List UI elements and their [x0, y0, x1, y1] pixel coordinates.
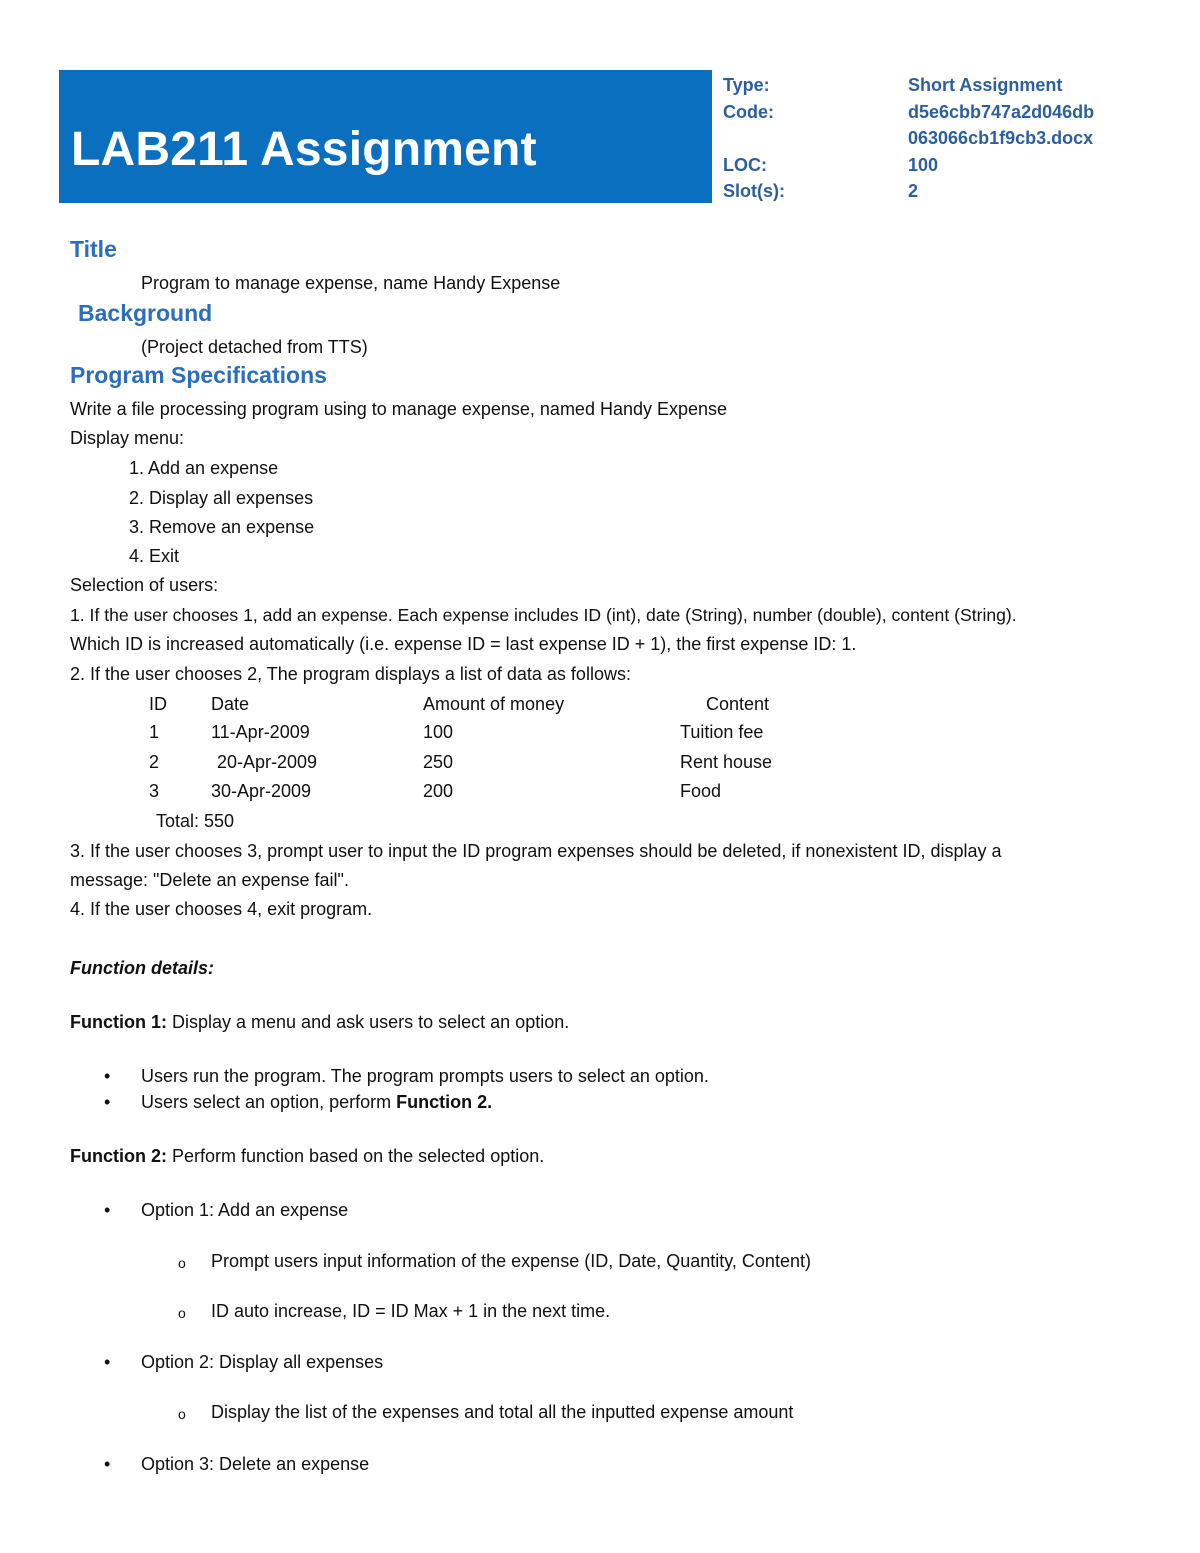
function-1-bullet: Users run the program. The program prompts users to select an option.	[141, 1066, 709, 1086]
table-cell: 20-Apr-2009	[217, 752, 318, 772]
table-header-amount: Amount of money	[423, 694, 565, 714]
title-banner	[59, 70, 712, 203]
table-cell: 1	[149, 722, 160, 742]
option-1-sub: ID auto increase, ID = ID Max + 1 in the next time.	[211, 1301, 611, 1321]
bullet-icon: •	[104, 1352, 111, 1372]
spec-heading: Program Specifications	[70, 362, 327, 388]
function-1	[70, 1010, 569, 1034]
meta-loc-value: 100	[908, 155, 939, 175]
function-1-text: Display a menu and ask users to select an option.	[167, 1012, 570, 1032]
menu-item: 4. Exit	[129, 546, 180, 566]
bullet-icon: •	[104, 1066, 111, 1086]
choice-4: 4. If the user chooses 4, exit program.	[70, 899, 373, 919]
menu-item: 2. Display all expenses	[129, 488, 314, 508]
sub-bullet-icon: o	[178, 1255, 186, 1271]
meta-code-value-cont: 063066cb1f9cb3.docx	[908, 128, 1094, 148]
option-2: Option 2: Display all expenses	[141, 1352, 384, 1372]
meta-type-label: Type:	[723, 75, 770, 95]
option-1: Option 1: Add an expense	[141, 1200, 349, 1220]
document-title: LAB211 Assignment	[71, 123, 537, 176]
option-1-sub: Prompt users input information of the expense (ID, Date, Quantity, Content)	[211, 1251, 811, 1271]
function-details-heading: Function details:	[70, 958, 214, 978]
spec-intro: Write a file processing program using to manage expense, named Handy Expense	[70, 399, 728, 419]
table-header-content: Content	[706, 694, 770, 714]
choice-3-line-1: 3. If the user chooses 3, prompt user to input the ID program expenses should be deleted, if nonexistent ID, display a	[70, 841, 1002, 861]
table-cell: 11-Apr-2009	[211, 722, 310, 742]
meta-loc-label: LOC:	[723, 155, 767, 175]
function-1-bullet: Users select an option, perform Function 2.	[141, 1092, 493, 1112]
meta-code-value: d5e6cbb747a2d046db	[908, 102, 1095, 122]
table-header-id: ID	[149, 694, 167, 714]
table-cell: 200	[423, 781, 454, 801]
meta-code-label: Code:	[723, 102, 774, 122]
choice-2: 2. If the user chooses 2, The program displays a list of data as follows:	[70, 664, 631, 684]
bullet-icon: •	[104, 1092, 111, 1112]
table-cell: 3	[149, 781, 160, 801]
table-cell: 250	[423, 752, 454, 772]
menu-item: 3. Remove an expense	[129, 517, 315, 537]
function-2-label: Function 2:	[70, 1146, 167, 1166]
meta-type-value: Short Assignment	[908, 75, 1063, 95]
table-header-date: Date	[211, 694, 250, 714]
choice-1-line-1: 1. If the user chooses 1, add an expense. Each expense includes ID (int), date (String), number (double), content (String).	[70, 605, 1017, 625]
table-cell: 2	[149, 752, 160, 772]
bullet-icon: •	[104, 1200, 111, 1220]
table-total: Total: 550	[156, 811, 235, 831]
function-2-text: Perform function based on the selected option.	[167, 1146, 545, 1166]
title-heading: Title	[70, 236, 117, 262]
option-2-sub: Display the list of the expenses and total all the inputted expense amount	[211, 1402, 794, 1422]
table-cell: 100	[423, 722, 454, 742]
meta-slots-value: 2	[908, 181, 919, 201]
table-cell: Food	[680, 781, 722, 801]
selection-label: Selection of users:	[70, 575, 219, 595]
bullet-icon: •	[104, 1454, 111, 1474]
sub-bullet-icon: o	[178, 1406, 186, 1422]
background-text: (Project detached from TTS)	[141, 337, 368, 357]
menu-item: 1. Add an expense	[129, 458, 279, 478]
title-text: Program to manage expense, name Handy Expense	[141, 273, 561, 293]
choice-3-line-2: message: "Delete an expense fail".	[70, 870, 349, 890]
table-cell: Tuition fee	[680, 722, 764, 742]
meta-slots-label: Slot(s):	[723, 181, 785, 201]
option-3: Option 3: Delete an expense	[141, 1454, 370, 1474]
function-2	[70, 1144, 544, 1168]
table-cell: Rent house	[680, 752, 773, 772]
choice-1-line-2: Which ID is increased automatically (i.e. expense ID = last expense ID + 1), the first expense ID: 1.	[70, 634, 857, 654]
background-heading: Background	[78, 300, 213, 326]
table-cell: 30-Apr-2009	[211, 781, 312, 801]
function-1-label: Function 1:	[70, 1012, 167, 1032]
display-menu-label: Display menu:	[70, 428, 185, 448]
sub-bullet-icon: o	[178, 1305, 186, 1321]
